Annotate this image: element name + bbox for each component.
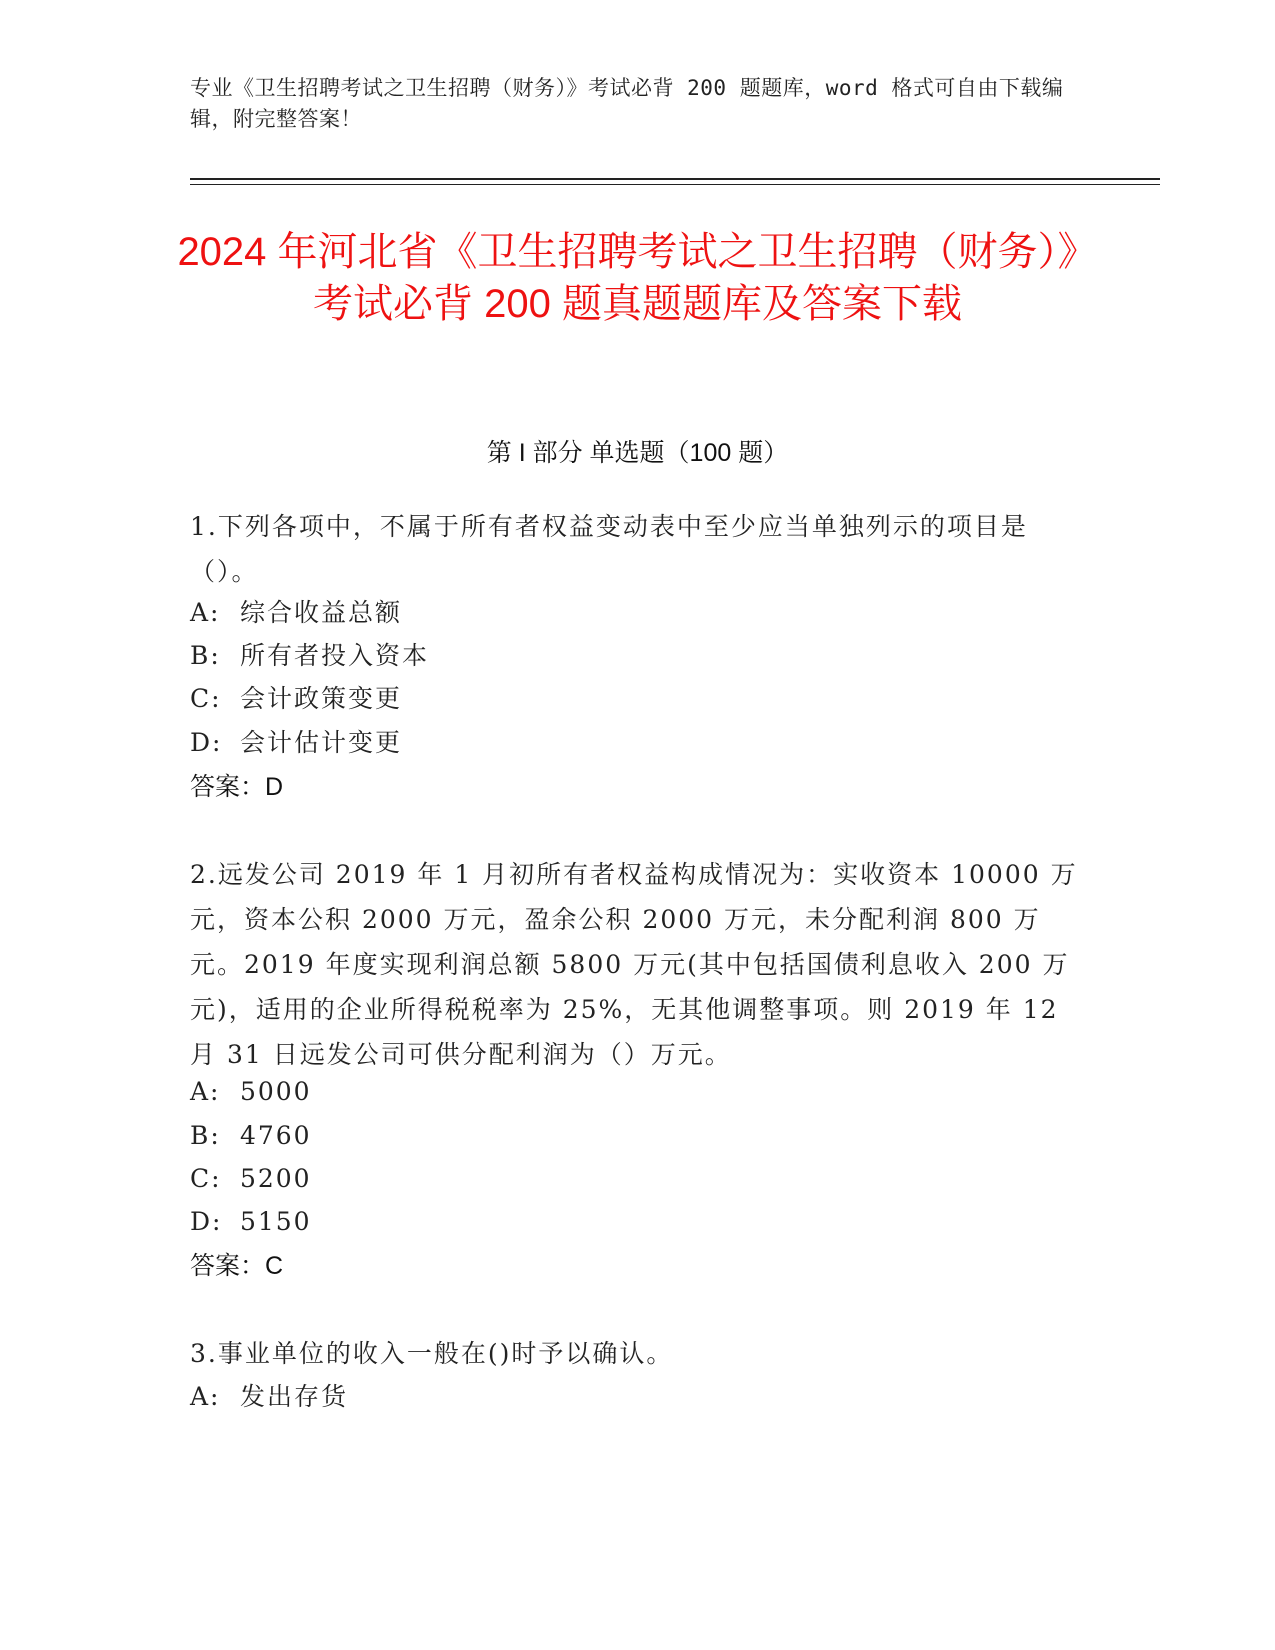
question-1-option-b — [190, 639, 1090, 673]
header-divider-thin — [190, 184, 1160, 185]
question-2-option-d — [190, 1205, 1090, 1239]
option-text: 发出存货 — [239, 1382, 348, 1411]
option-key: D: — [190, 1207, 223, 1236]
option-key: B: — [190, 641, 221, 670]
option-key: A: — [190, 1077, 221, 1106]
question-2-text: 2.远发公司 2019 年 1 月初所有者权益构成情况为：实收资本 10000 万元，资本公积 2000 万元，盈余公积 2000 万元，未分配利润 800 万元。2019 年度实现利润总额 5800 万元(其中包括国债利息收入 200 万元)，适用的企业所得税税率为 25%，无其他调整事项。则 2019 年 12 月 31 日远发公司可供分配利润为（）万元。 — [190, 860, 1078, 1069]
option-key: D: — [190, 728, 223, 757]
option-key: A: — [190, 598, 221, 627]
option-text: 4760 — [239, 1121, 312, 1150]
question-2-option-c — [190, 1162, 1090, 1196]
option-key: B: — [190, 1121, 221, 1150]
document-title: 2024 年河北省《卫生招聘考试之卫生招聘（财务）》考试必背 200 题真题题库及答案下载 — [177, 230, 1098, 326]
question-2-option-b — [190, 1119, 1090, 1153]
option-text: 综合收益总额 — [239, 598, 402, 627]
option-text: 会计估计变更 — [239, 728, 402, 757]
question-1-answer: 答案：D — [190, 773, 284, 801]
question-3-option-a — [190, 1380, 1090, 1414]
option-text: 所有者投入资本 — [239, 641, 429, 670]
section-heading: 第 I 部分 单选题（100 题） — [486, 439, 789, 467]
header-note: 专业《卫生招聘考试之卫生招聘（财务）》考试必背 200 题题库，word 格式可自由下载编辑，附完整答案！ — [190, 76, 1064, 131]
option-text: 5150 — [239, 1207, 312, 1236]
option-text: 会计政策变更 — [239, 684, 402, 713]
question-2-option-a — [190, 1075, 1090, 1109]
header-divider-thick — [190, 178, 1160, 180]
option-text: 5000 — [239, 1077, 312, 1106]
option-key: C: — [190, 684, 222, 713]
option-key: A: — [190, 1382, 221, 1411]
option-key: C: — [190, 1164, 222, 1193]
question-1-option-c — [190, 682, 1090, 716]
question-1-text: 1.下列各项中，不属于所有者权益变动表中至少应当单独列示的项目是（）。 — [190, 512, 1028, 586]
question-2-answer: 答案：C — [190, 1252, 284, 1280]
question-1-option-d — [190, 726, 1090, 760]
question-1-option-a — [190, 596, 1090, 630]
option-text: 5200 — [239, 1164, 312, 1193]
question-3-text: 3.事业单位的收入一般在()时予以确认。 — [190, 1339, 674, 1368]
